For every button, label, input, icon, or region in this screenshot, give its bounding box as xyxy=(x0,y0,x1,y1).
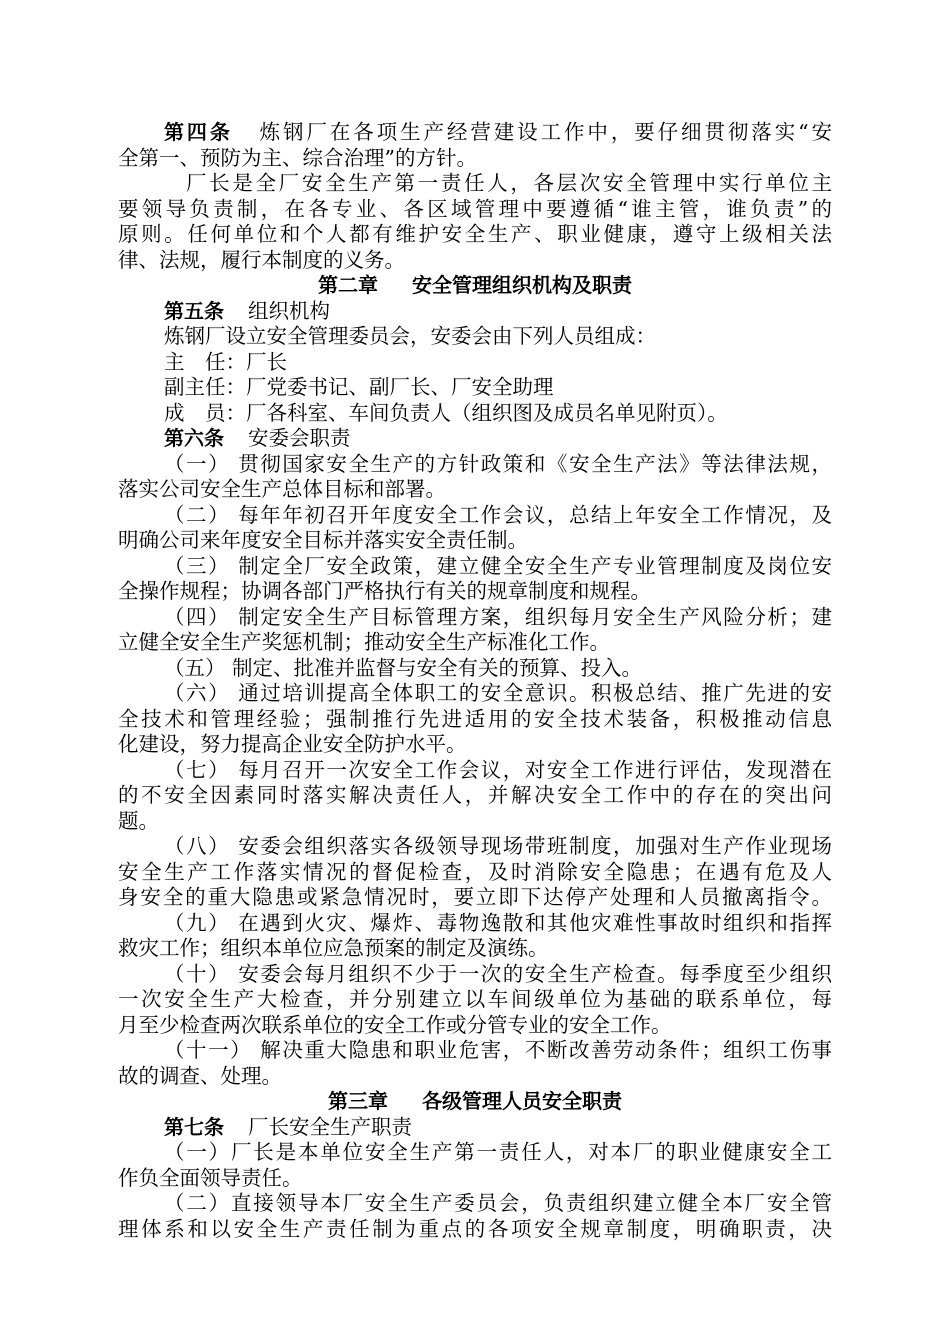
duty-line: （三） 制定全厂安全政策，建立健全安全生产专业管理制度及岗位安 xyxy=(164,553,832,578)
duty-item xyxy=(118,554,832,605)
duty-line: （十一） 解决重大隐患和职业危害，不断改善劳动条件；组织工伤事 xyxy=(164,1038,832,1062)
duty-item xyxy=(118,452,832,503)
duty-line: （四） 制定安全生产目标管理方案，组织每月安全生产风险分析；建 xyxy=(164,604,832,629)
duty-line: （二）直接领导本厂安全生产委员会，负责组织建立健全本厂安全管 xyxy=(164,1191,832,1215)
org-line: 主 任：厂长 xyxy=(164,349,287,374)
duty-line: （五） 制定、批准并监督与安全有关的预算、投入。 xyxy=(164,655,643,680)
duty-item xyxy=(118,681,832,758)
chapter-2-heading xyxy=(118,273,832,299)
duty-line: 救灾工作；组织本单位应急预案的制定及演练。 xyxy=(118,936,549,960)
article-6-title: 安委会职责 xyxy=(248,426,351,450)
article-6-label: 第六条 xyxy=(164,426,224,450)
duty-line: （十） 安委会每月组织不少于一次的安全生产检查。每季度至少组织 xyxy=(164,961,832,986)
duty-line: 明确公司来年度安全目标并落实安全责任制。 xyxy=(118,528,528,552)
article-5-label: 第五条 xyxy=(164,298,224,323)
duty-line: 题。 xyxy=(118,808,159,833)
duty-line: 化建设，努力提高企业安全防护水平。 xyxy=(118,732,467,756)
duty-item xyxy=(118,1191,832,1242)
duty-item xyxy=(118,1140,832,1191)
duty-item xyxy=(118,834,832,911)
org-line: 成 员：厂各科室、车间负责人（组织图及成员名单见附页）。 xyxy=(164,400,728,425)
duty-line: 全技术和管理经验；强制推行先进适用的安全技术装备，积极推动信息 xyxy=(118,706,832,731)
duty-line: （九） 在遇到火灾、爆炸、毒物逸散和其他灾难性事故时组织和指挥 xyxy=(164,910,832,935)
duty-line: 一次安全生产大检查，并分别建立以车间级单位为基础的联系单位，每 xyxy=(118,987,832,1011)
duty-item xyxy=(118,962,832,1039)
duty-line: 安全生产工作落实情况的督促检查，及时消除安全隐患；在遇有危及人 xyxy=(118,859,832,884)
duty-line: （一）厂长是本单位安全生产第一责任人，对本厂的职业健康安全工 xyxy=(164,1140,832,1164)
duty-line: 故的调查、处理。 xyxy=(118,1063,282,1088)
chapter-3-heading xyxy=(118,1089,832,1115)
duty-item xyxy=(118,656,832,682)
article-4-label: 第四条 xyxy=(164,120,233,144)
paragraph-line: 原则。任何单位和个人都有维护安全生产、职业健康，遵守上级相关法 xyxy=(118,222,832,246)
duty-line: （二） 每年年初召开年度安全工作会议，总结上年安全工作情况，及 xyxy=(164,502,832,527)
duty-line: 身安全的重大隐患或紧急情况时，要立即下达停产处理和人员撤离指令。 xyxy=(118,885,832,909)
duty-line: 立健全安全生产奖惩机制；推动安全生产标准化工作。 xyxy=(118,630,610,654)
duty-item xyxy=(118,758,832,835)
article-4-line-2: 全第一、预防为主、综合治理”的方针。 xyxy=(118,145,477,170)
article-5-title: 组织机构 xyxy=(248,298,330,323)
duty-line: （六） 通过培训提高全体职工的安全意识。积极总结、推广先进的安 xyxy=(164,681,832,705)
paragraph-line: 要领导负责制，在各专业、各区域管理中要遵循“谁主管，谁负责”的 xyxy=(118,196,832,221)
paragraph-line: 厂长是全厂安全生产第一责任人，各层次安全管理中实行单位主 xyxy=(186,171,832,195)
duty-item xyxy=(118,911,832,962)
document-page xyxy=(118,120,832,1242)
org-line: 副主任：厂党委书记、副厂长、厂安全助理 xyxy=(164,375,554,399)
article-4-text: 炼钢厂在各项生产经营建设工作中，要仔细贯彻落实“安 xyxy=(256,120,832,144)
chapter-3-title: 各级管理人员安全职责 xyxy=(422,1089,622,1113)
duty-item xyxy=(118,605,832,656)
paragraph-line: 律、法规，履行本制度的义务。 xyxy=(118,247,405,272)
chapter-2-title: 安全管理组织机构及职责 xyxy=(412,273,632,297)
duty-item xyxy=(118,1038,832,1089)
article-7-heading xyxy=(118,1115,832,1141)
duty-line: 的不安全因素同时落实解决责任人，并解决安全工作中的存在的突出问 xyxy=(118,783,832,807)
duty-line: （七） 每月召开一次安全工作会议，对安全工作进行评估，发现潜在 xyxy=(164,757,832,782)
article-7-title: 厂长安全生产职责 xyxy=(248,1114,412,1139)
article-6-heading xyxy=(118,426,832,452)
chapter-2-number: 第二章 xyxy=(318,273,378,297)
duty-line: 全操作规程；协调各部门严格执行有关的规章制度和规程。 xyxy=(118,579,651,603)
duty-item xyxy=(118,503,832,554)
org-line: 炼钢厂设立安全管理委员会，安委会由下列人员组成： xyxy=(164,324,656,348)
article-4-line-1 xyxy=(118,120,832,146)
chapter-3-number: 第三章 xyxy=(328,1089,388,1113)
duty-line: 落实公司安全生产总体目标和部署。 xyxy=(118,477,446,501)
duty-line: （一） 贯彻国家安全生产的方针政策和《安全生产法》等法律法规， xyxy=(164,451,832,476)
duty-line: 月至少检查两次联系单位的安全工作或分管专业的安全工作。 xyxy=(118,1012,672,1037)
duty-line: 作负全面领导责任。 xyxy=(118,1165,303,1190)
duty-line: （八） 安委会组织落实各级领导现场带班制度，加强对生产作业现场 xyxy=(164,834,832,858)
duty-line: 理体系和以安全生产责任制为重点的各项安全规章制度，明确职责，决 xyxy=(118,1216,832,1241)
article-5-heading xyxy=(118,299,832,325)
article-7-label: 第七条 xyxy=(164,1114,224,1139)
